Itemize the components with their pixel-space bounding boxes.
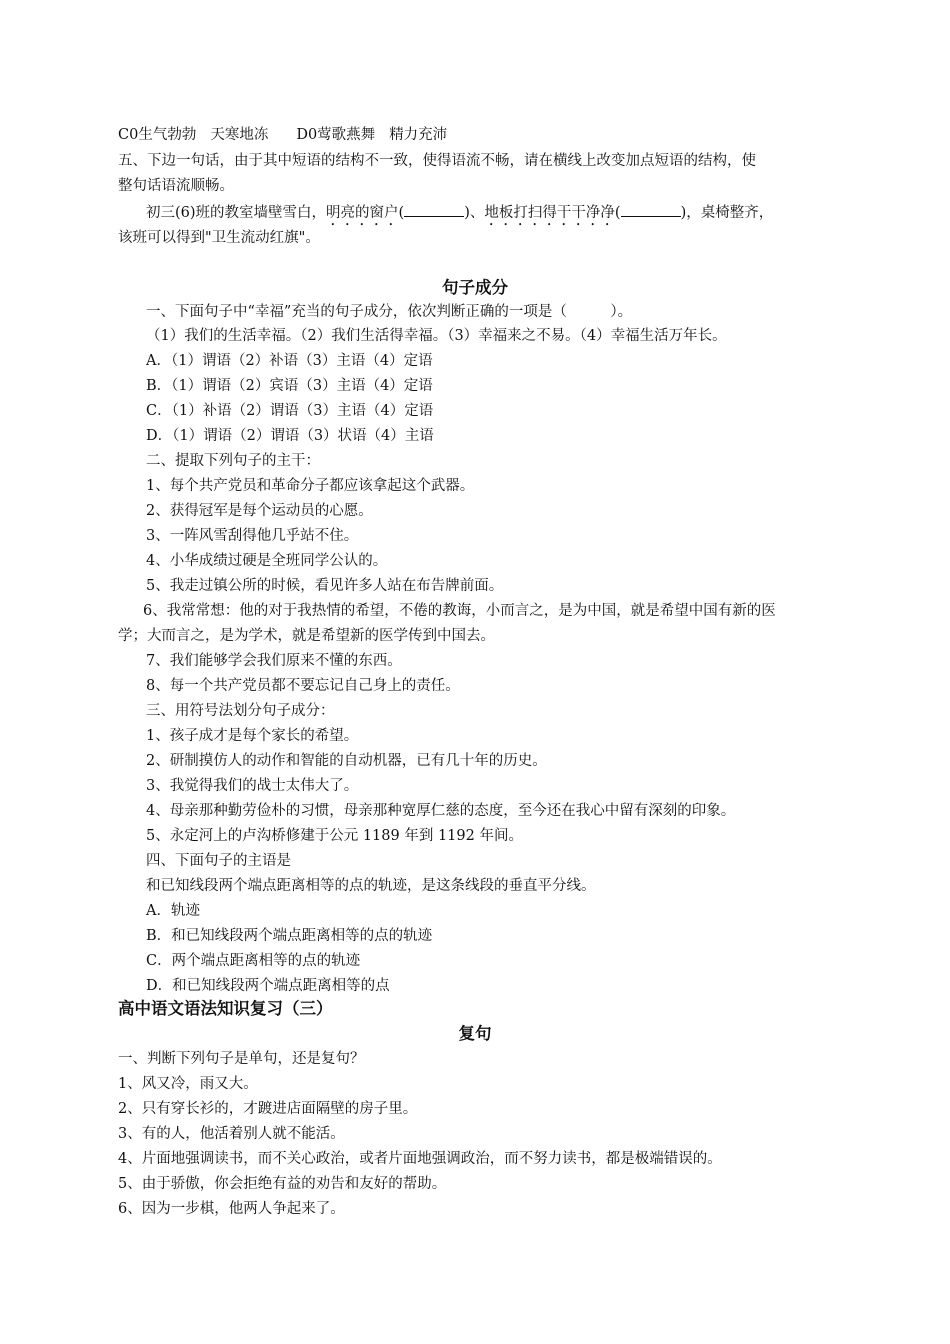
answer-blank-2[interactable] [621,202,681,217]
option-c: C．两个端点距离相等的点的轨迹 [146,953,361,969]
list-item: 2、获得冠军是每个运动员的心愿。 [146,503,373,519]
dotted-phrase-1: 明亮的窗户 [326,205,399,221]
section-title-sentence-components: 句子成分 [442,278,508,297]
question-5-line2: 整句话语流顺畅。 [118,178,234,194]
section-title-compound-sentence: 复句 [458,1024,492,1043]
list-item: 7、我们能够学会我们原来不懂的东西。 [146,653,402,669]
option-d: D0莺歌燕舞 [296,127,376,143]
sec1-question-3: 三、用符号法划分句子成分： [146,703,335,719]
list-item: 1、孩子成才是每个家长的希望。 [146,728,359,744]
sec1-question-4-sentence: 和已知线段两个端点距离相等的点的轨迹，是这条线段的垂直平分线。 [146,878,596,894]
option-d-second: 精力充沛 [389,127,448,143]
option-c-second: 天寒地冻 [210,127,269,143]
list-item: 6、我常常想：他的对于我热情的希望，不倦的教诲，小而言之，是为中国，就是希望中国有新的医 [143,603,776,619]
list-item: 2、只有穿长衫的，才踱进店面隔壁的房子里。 [118,1101,418,1117]
list-item: 1、每个共产党员和革命分子都应该拿起这个武器。 [146,478,475,494]
option-b: B．和已知线段两个端点距离相等的点的轨迹 [146,928,433,944]
list-item-continuation: 学；大而言之，是为学术，就是希望新的医学传到中国去。 [118,628,495,644]
option-d: D．和已知线段两个端点距离相等的点 [146,978,390,994]
option-a: A．（1）谓语（2）补语（3）主语（4）定语 [146,353,433,369]
list-item: 2、研制摸仿人的动作和智能的自动机器，已有几十年的历史。 [146,753,547,769]
question-5-line1: 五、下边一句话，由于其中短语的结构不一致，使得语流不畅，请在横线上改变加点短语的结构，使 [118,153,756,169]
option-d: D．（1）谓语（2）谓语（3）状语（4）主语 [146,428,434,444]
sec1-question-1: 一、下面句子中“幸福”充当的句子成分，依次判断正确的一项是（ ）。 [146,304,633,320]
list-item: 5、由于骄傲，你会拒绝有益的劝告和友好的帮助。 [118,1176,447,1192]
option-line-cd [118,125,447,145]
list-item: 5、永定河上的卢沟桥修建于公元 1189 年到 1192 年间。 [146,828,523,844]
sec1-question-2: 二、提取下列句子的主干： [146,453,320,469]
sec1-question-4: 四、下面句子的主语是 [146,853,291,869]
dotted-phrase-2: 地板打扫得干干净净 [484,205,615,221]
list-item: 1、风又冷，雨又大。 [118,1076,258,1092]
option-c: C．（1）补语（2）谓语（3）主语（4）定语 [146,403,434,419]
option-b: B．（1）谓语（2）宾语（3）主语（4）定语 [146,378,433,394]
list-item: 8、每一个共产党员都不要忘记自己身上的责任。 [146,678,460,694]
sec1-question-1-sentences: （1）我们的生活幸福。（2）我们生活得幸福。（3）幸福来之不易。（4）幸福生活万年长。 [146,328,727,344]
list-item: 4、母亲那种勤劳俭朴的习惯，母亲那种宽厚仁慈的态度，至今还在我心中留有深刻的印象。 [146,803,736,819]
list-item: 3、我觉得我们的战士太伟大了。 [146,778,359,794]
list-item: 5、我走过镇公所的时候，看见许多人站在布告牌前面。 [146,578,504,594]
list-item: 3、一阵风雪刮得他几乎站不住。 [146,528,359,544]
list-item: 4、小华成绩过硬是全班同学公认的。 [146,553,388,569]
question-5-sentence: 初三(6)班的教室墙壁雪白，明亮的窗户( )、地板打扫得干干净净( )，桌椅整齐， [146,202,773,229]
list-item: 3、有的人，他活着别人就不能活。 [118,1126,345,1142]
sec2-question-1: 一、判断下列句子是单句，还是复句？ [118,1051,365,1067]
answer-blank-1[interactable] [404,202,464,217]
question-5-line4: 该班可以得到"卫生流动红旗"。 [118,230,320,246]
list-item: 6、因为一步棋，他两人争起来了。 [118,1201,345,1217]
option-c: C0生气勃勃 [118,127,197,143]
chapter-heading: 高中语文语法知识复习（三） [118,999,333,1018]
option-a: A．轨迹 [146,903,200,919]
list-item: 4、片面地强调读书，而不关心政治，或者片面地强调政治，而不努力读书，都是极端错误的。 [118,1151,722,1167]
